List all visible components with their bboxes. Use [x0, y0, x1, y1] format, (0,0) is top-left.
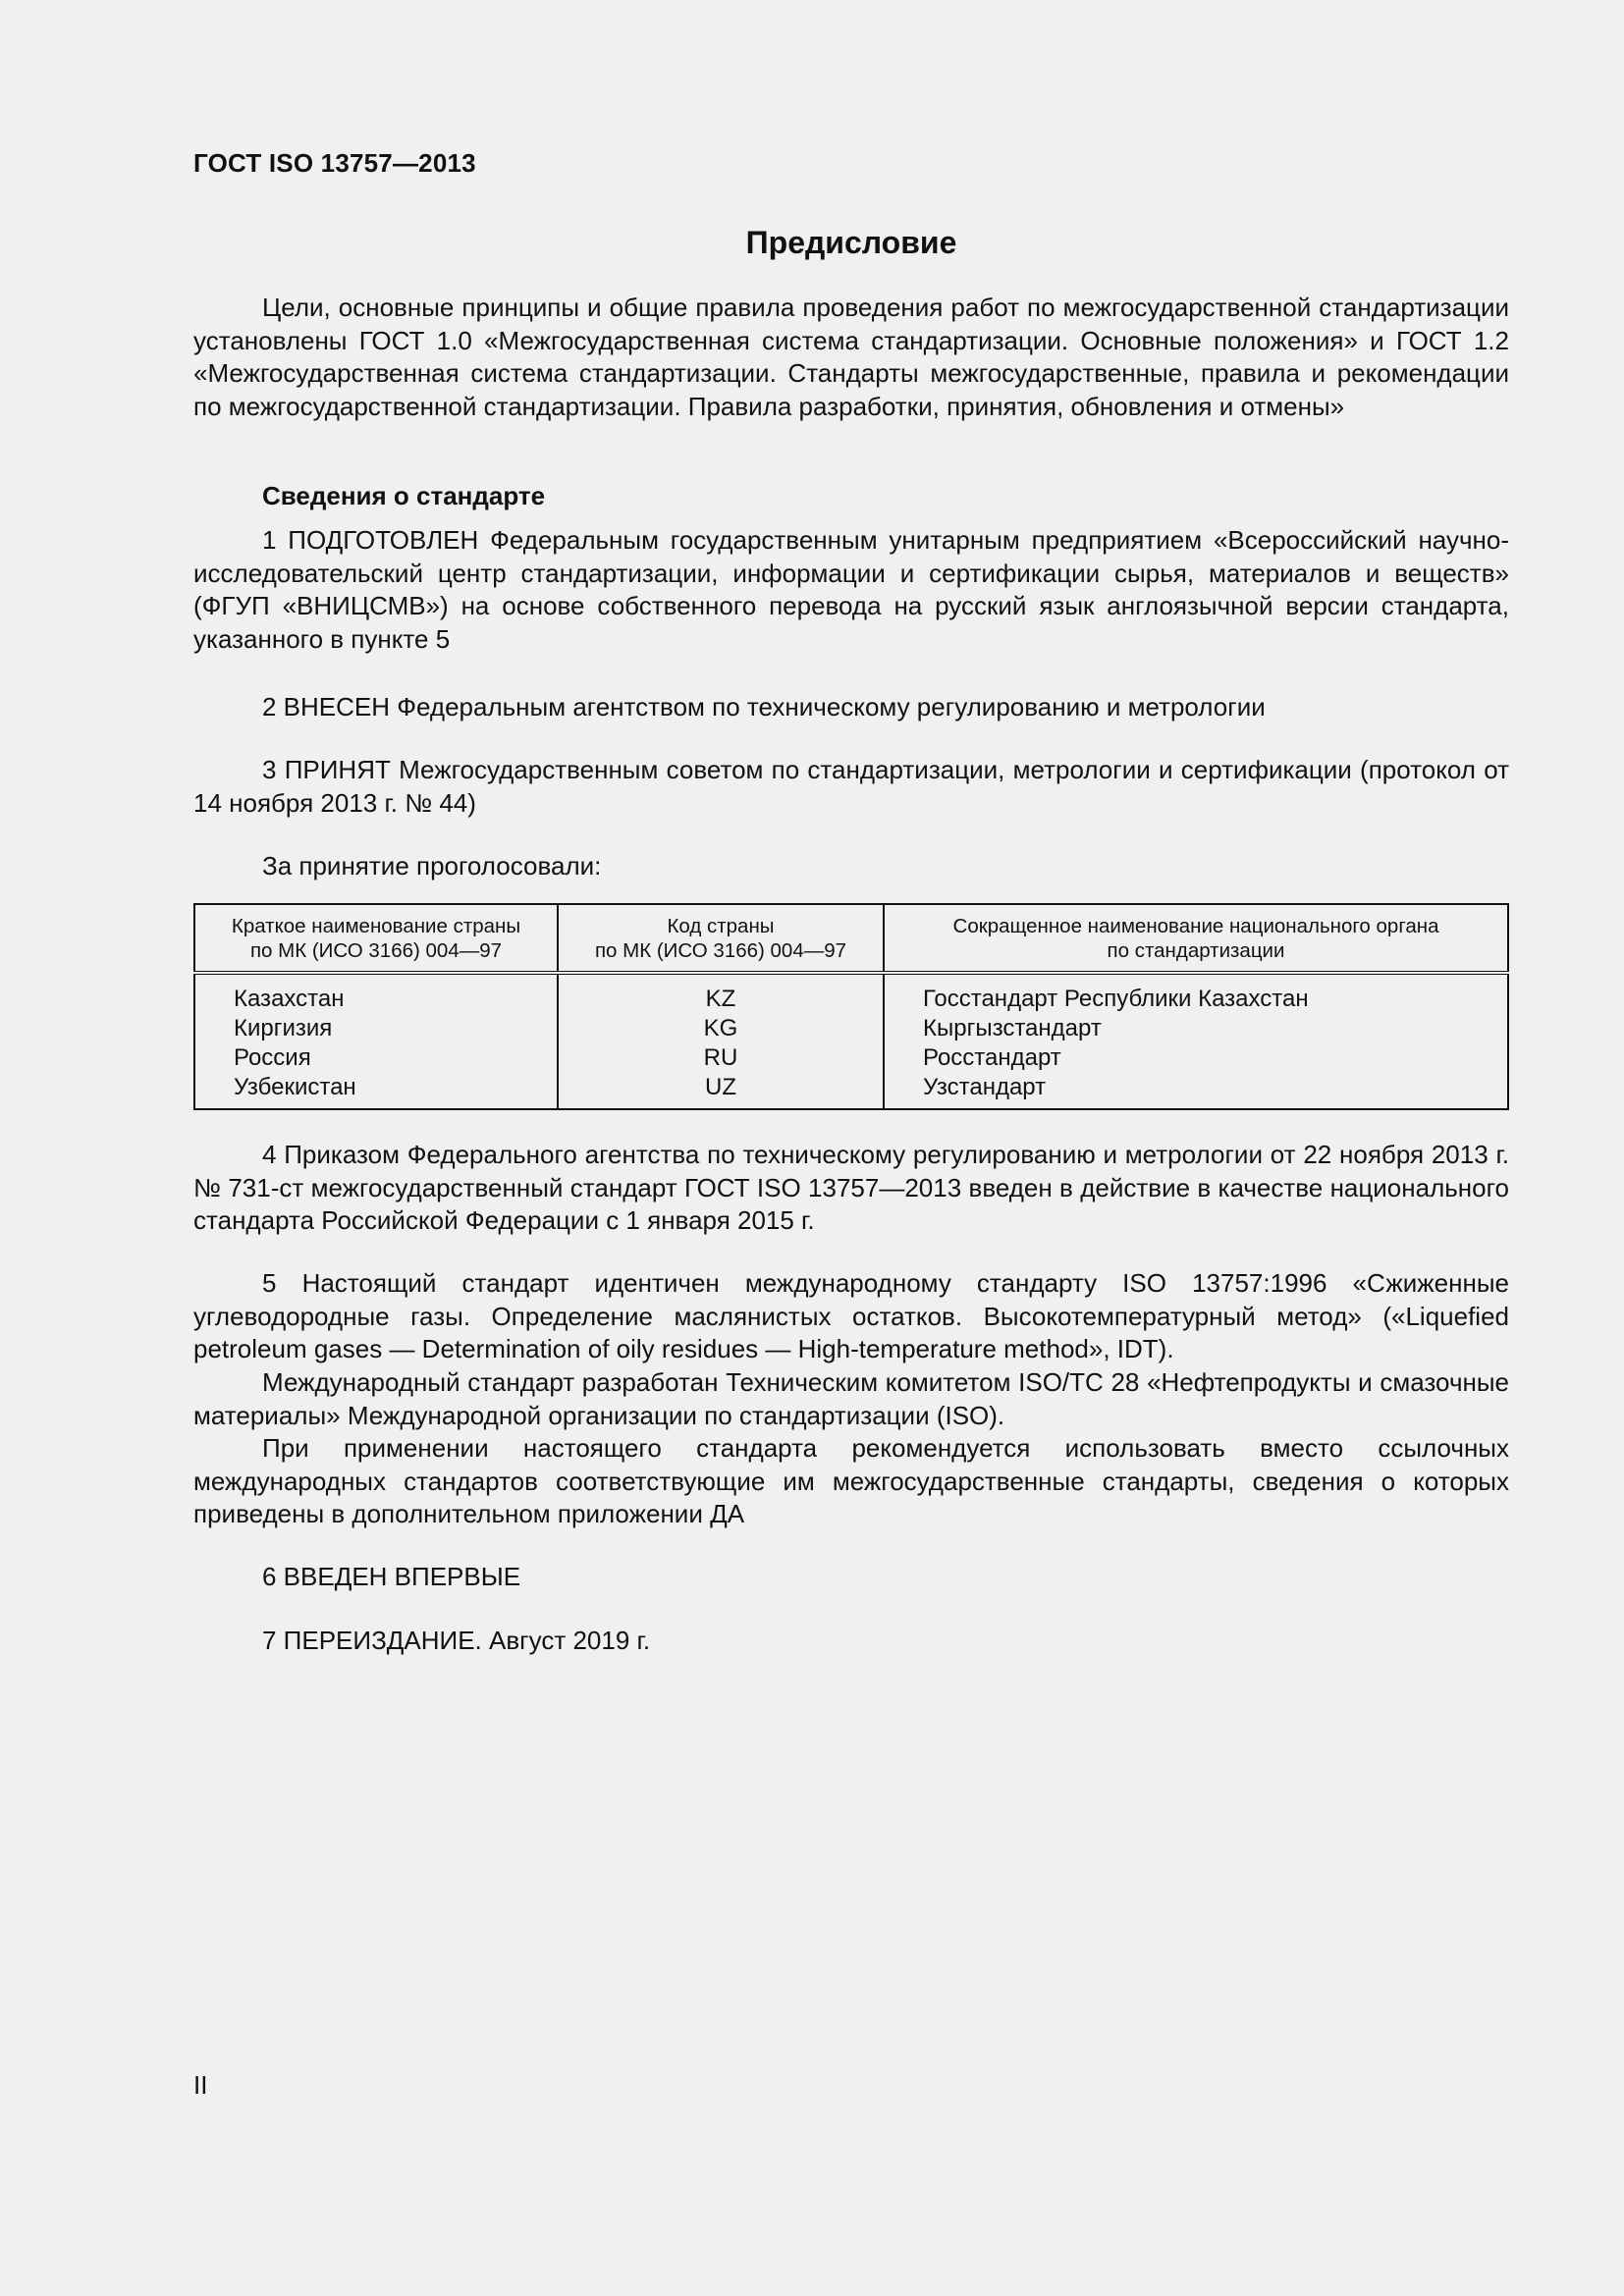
code-cell: RU [703, 1044, 738, 1071]
org-cell: Росстандарт [923, 1044, 1061, 1071]
info-heading: Сведения о стандарте [262, 481, 546, 510]
voting-table [193, 903, 1509, 1110]
org-cell: Кыргызстандарт [923, 1015, 1102, 1041]
item-5-paragraph-2: Международный стандарт разработан Техническим комитетом ISO/TC 28 «Нефтепродукты и смазочные материалы» Международной организации по стандартизации (ISO). [193, 1367, 1509, 1430]
country-cell: Казахстан [234, 986, 345, 1012]
page-title: Предисловие [745, 225, 957, 260]
country-cell: Россия [234, 1044, 311, 1071]
page-number: II [193, 2070, 208, 2100]
header-code: Код страны по МК (ИСО 3166) 004—97 [558, 904, 884, 973]
org-cell: Госстандарт Республики Казахстан [923, 986, 1309, 1012]
table-body-row [194, 973, 1508, 1109]
header-country: Краткое наименование страны по МК (ИСО 3166) 004—97 [194, 904, 558, 973]
item-4-paragraph: 4 Приказом Федерального агентства по техническому регулированию и метрологии от 22 ноября 2013 г. № 731-ст межгосударственный стандарт ГОСТ ISO 13757—2013 введен в действие в качестве национального стандарта Российской Федерации с 1 января 2015 г. [193, 1140, 1509, 1235]
document-code: ГОСТ ISO 13757—2013 [193, 148, 476, 178]
country-cell: Киргизия [234, 1015, 333, 1041]
code-column [558, 973, 884, 1109]
code-cell: KZ [705, 986, 736, 1012]
code-cell: KG [703, 1015, 738, 1041]
vote-intro: За принятие проголосовали: [262, 851, 602, 881]
table-header-row [194, 904, 1508, 973]
item-2-paragraph: 2 ВНЕСЕН Федеральным агентством по техническому регулированию и метрологии [262, 692, 1266, 721]
org-cell: Узстандарт [923, 1074, 1047, 1100]
code-cell: UZ [705, 1074, 736, 1100]
intro-paragraph: Цели, основные принципы и общие правила проведения работ по межгосударственной стандартизации установлены ГОСТ 1.0 «Межгосударственная система стандартизации. Основные положения» и ГОСТ 1.2 «Межгосударственная система стандартизации. Стандарты межгосударственные, правила и рекомендации по межгосударственной стандартизации. Правила разработки, принятия, обновления и отмены» [193, 293, 1509, 421]
header-org: Сокращенное наименование национального органа по стандартизации [884, 904, 1508, 973]
item-3-paragraph: 3 ПРИНЯТ Межгосударственным советом по стандартизации, метрологии и сертификации (протокол от 14 ноября 2013 г. № 44) [193, 755, 1509, 818]
country-column [194, 973, 558, 1109]
item-5-paragraph-3: При применении настоящего стандарта рекомендуется использовать вместо ссылочных международных стандартов соответствующие им межгосударственные стандарты, сведения о которых приведены в дополнительном приложении ДА [193, 1433, 1509, 1528]
country-cell: Узбекистан [234, 1074, 356, 1100]
item-7-paragraph: 7 ПЕРЕИЗДАНИЕ. Август 2019 г. [262, 1626, 651, 1655]
org-column [884, 973, 1508, 1109]
item-5-paragraph: 5 Настоящий стандарт идентичен международному стандарту ISO 13757:1996 «Сжиженные углеводородные газы. Определение маслянистых остатков. Высокотемпературный метод» («Liquefied petroleum gases — Determination of oily residues — High-temperature method», IDT). [193, 1268, 1509, 1363]
item-6-paragraph: 6 ВВЕДЕН ВПЕРВЫЕ [262, 1562, 521, 1591]
item-1-paragraph: 1 ПОДГОТОВЛЕН Федеральным государственным унитарным предприятием «Всероссийский научно-исследовательский центр стандартизации, информации и сертификации сырья, материалов и веществ» (ФГУП «ВНИЦСМВ») на основе собственного перевода на русский язык англоязычной версии стандарта, указанного в пункте 5 [193, 525, 1509, 654]
